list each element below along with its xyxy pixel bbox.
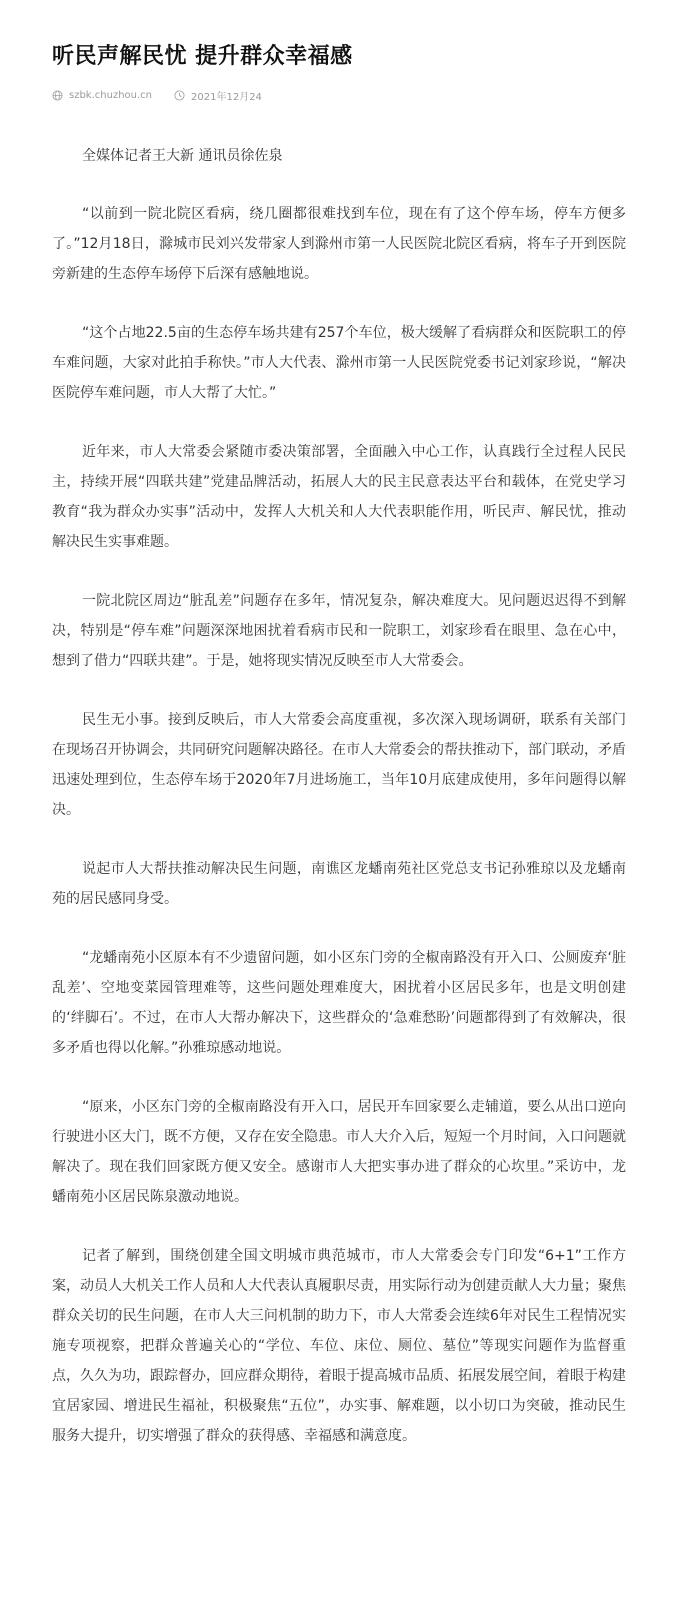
paragraph: 说起市人大帮扶推动解决民生问题，南谯区龙蟠南苑社区党总支书记孙雅琼以及龙蟠南苑的居民感同身受。 bbox=[52, 861, 626, 907]
date-text: 2021年12月24 bbox=[191, 91, 262, 103]
paragraph: 一院北院区周边“脏乱差”问题存在多年，情况复杂，解决难度大。见问题迟迟得不到解决，特别是“停车难”问题深深地困扰着看病市民和一院职工，刘家珍看在眼里、急在心中，想到了借力“四联共建”。于是，她将现实情况反映至市人大常委会。 bbox=[52, 593, 626, 669]
paragraph: 民生无小事。接到反映后，市人大常委会高度重视，多次深入现场调研，联系有关部门在现场召开协调会，共同研究问题解决路径。在市人大常委会的帮扶推动下，部门联动，矛盾迅速处理到位，生态停车场于2020年7月进场施工，当年10月底建成使用，多年问题得以解决。 bbox=[52, 712, 626, 818]
article-title: 听民声解民忧 提升群众幸福感 bbox=[52, 44, 353, 69]
paragraph: 近年来，市人大常委会紧随市委决策部署，全面融入中心工作，认真践行全过程人民民主，持续开展“四联共建”党建品牌活动，拓展人大的民主民意表达平台和载体，在党史学习教育“我为群众办实事”活动中，发挥人大机关和人大代表职能作用，听民声、解民忧，推动解决民生实事难题。 bbox=[52, 444, 626, 550]
article bbox=[52, 40, 626, 1451]
clock-icon bbox=[174, 90, 185, 101]
date-meta bbox=[174, 88, 262, 103]
source-meta[interactable] bbox=[52, 90, 152, 101]
paragraph: “以前到一院北院区看病，绕几圈都很难找到车位，现在有了这个停车场，停车方便多了。”12月18日，滁城市民刘兴发带家人到滁州市第一人民医院北院区看病，将车子开到医院旁新建的生态停车场停下后深有感触地说。 bbox=[52, 206, 626, 282]
globe-icon bbox=[52, 90, 63, 101]
paragraph: “这个占地22.5亩的生态停车场共建有257个车位，极大缓解了看病群众和医院职工的停车难问题，大家对此拍手称快。”市人大代表、滁州市第一人民医院党委书记刘家珍说，“解决医院停车难问题，市人大帮了大忙。” bbox=[52, 325, 626, 401]
paragraph: “原来，小区东门旁的全椒南路没有开入口，居民开车回家要么走辅道，要么从出口逆向行驶进小区大门，既不方便，又存在安全隐患。市人大介入后，短短一个月时间，入口问题就解决了。现在我们回家既方便又安全。感谢市人大把实事办进了群众的心坎里。”采访中，龙蟠南苑小区居民陈泉激动地说。 bbox=[52, 1099, 626, 1205]
paragraph: 记者了解到，围绕创建全国文明城市典范城市，市人大常委会专门印发“6+1”工作方案，动员人大机关工作人员和人大代表认真履职尽责，用实际行动为创建贡献人大力量；聚焦群众关切的民生问题，在市人大三问机制的助力下，市人大常委会连续6年对民生工程情况实施专项视察，把群众普遍关心的“学位、车位、床位、厕位、墓位”等现实问题作为监督重点，久久为功，跟踪督办，回应群众期待，着眼于提高城市品质、拓展发展空间，着眼于构建宜居家园、增进民生福祉，积极聚焦“五位”，办实事、解难题，以小切口为突破，推动民生服务大提升，切实增强了群众的获得感、幸福感和满意度。 bbox=[52, 1248, 626, 1444]
article-meta bbox=[52, 86, 626, 104]
source-text: szbk.chuzhou.cn bbox=[69, 89, 153, 101]
byline: 全媒体记者王大新 通讯员徐佐泉 bbox=[82, 148, 283, 164]
paragraph: “龙蟠南苑小区原本有不少遗留问题，如小区东门旁的全椒南路没有开入口、公厕废弃‘脏乱差’、空地变菜园管理难等，这些问题处理难度大，困扰着小区居民多年，也是文明创建的‘绊脚石’。不过，在市人大帮办解决下，这些群众的‘急难愁盼’问题都得到了有效解决，很多矛盾也得以化解。”孙雅琼感动地说。 bbox=[52, 950, 626, 1056]
article-body bbox=[52, 199, 626, 1451]
